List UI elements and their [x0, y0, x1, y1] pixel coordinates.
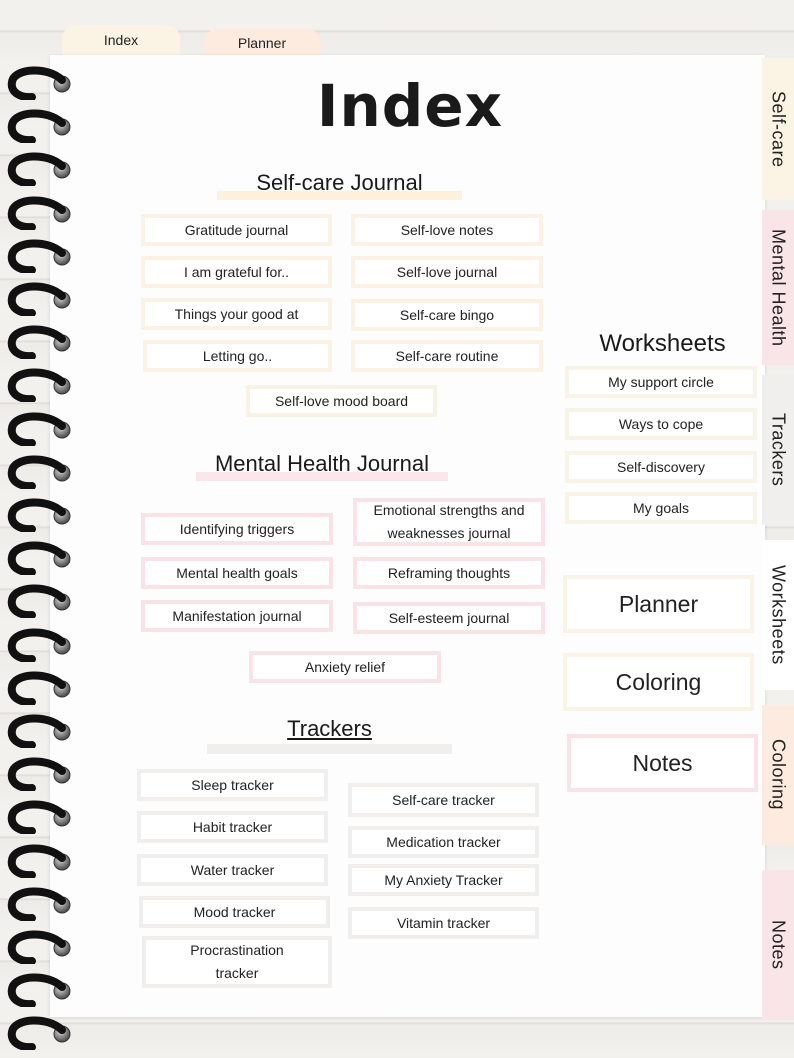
link-mood-tracker[interactable]: Mood tracker [139, 896, 330, 928]
trackers-heading [207, 716, 452, 742]
spiral-ring [4, 64, 72, 100]
link-things-your-good-at[interactable]: Things your good at [141, 298, 332, 330]
spiral-ring [4, 928, 72, 964]
link-identifying-triggers[interactable]: Identifying triggers [141, 513, 333, 545]
link-self-love-mood-board[interactable]: Self-love mood board [246, 385, 437, 417]
spiral-ring [4, 755, 72, 791]
spiral-ring [4, 669, 72, 705]
trackers-heading-text: Trackers [287, 716, 372, 741]
link-self-esteem-journal[interactable]: Self-esteem journal [353, 602, 545, 634]
mental-health-heading [196, 451, 448, 477]
side-tab-trackers[interactable] [762, 375, 794, 525]
link-self-care-tracker[interactable]: Self-care tracker [348, 783, 539, 817]
side-tab-mental-health[interactable] [762, 210, 794, 365]
side-tab-label: Worksheets [768, 565, 789, 665]
side-tab-label: Coloring [768, 739, 789, 811]
link-mental-health-goals[interactable]: Mental health goals [141, 557, 333, 589]
side-tab-label: Notes [768, 920, 789, 970]
spiral-ring [4, 496, 72, 532]
link-planner[interactable]: Planner [563, 575, 754, 633]
side-tab-self-care[interactable] [762, 58, 794, 200]
spiral-ring [4, 410, 72, 446]
link-my-support-circle[interactable]: My support circle [565, 366, 757, 398]
self-care-heading-text: Self-care Journal [256, 170, 423, 195]
link-self-love-notes[interactable]: Self-love notes [351, 214, 543, 246]
spiral-ring [4, 194, 72, 230]
side-tab-label: Self-care [768, 90, 789, 168]
mental-health-heading-text: Mental Health Journal [214, 451, 429, 476]
side-tab-coloring[interactable] [762, 705, 794, 845]
spiral-ring [4, 798, 72, 834]
spiral-ring [4, 885, 72, 921]
link-emotional-strengths-journal[interactable]: Emotional strengths and weaknesses journal [353, 498, 545, 546]
side-tab-label: Mental Health [768, 228, 789, 347]
spiral-ring [4, 150, 72, 186]
spiral-ring [4, 1014, 72, 1050]
spiral-ring [4, 237, 72, 273]
page-title: Index [316, 72, 504, 140]
link-gratitude-journal[interactable]: Gratitude journal [141, 214, 332, 246]
side-tab-notes[interactable] [762, 870, 794, 1020]
link-letting-go[interactable]: Letting go.. [143, 340, 332, 372]
spiral-ring [4, 539, 72, 575]
link-anxiety-relief[interactable]: Anxiety relief [249, 651, 441, 683]
link-reframing-thoughts[interactable]: Reframing thoughts [353, 557, 545, 589]
side-tab-worksheets[interactable] [762, 540, 794, 690]
link-manifestation-journal[interactable]: Manifestation journal [141, 600, 333, 632]
top-tab-planner[interactable]: Planner [203, 29, 321, 65]
link-vitamin-tracker[interactable]: Vitamin tracker [348, 907, 539, 939]
link-self-discovery[interactable]: Self-discovery [565, 451, 757, 483]
self-care-heading [217, 170, 462, 196]
link-i-am-grateful-for[interactable]: I am grateful for.. [141, 256, 332, 288]
spiral-ring [4, 453, 72, 489]
link-self-love-journal[interactable]: Self-love journal [351, 256, 543, 288]
link-self-care-bingo[interactable]: Self-care bingo [351, 299, 543, 331]
link-self-care-routine[interactable]: Self-care routine [351, 340, 543, 372]
spiral-ring [4, 280, 72, 316]
worksheets-heading-text: Worksheets [599, 330, 726, 357]
spiral-ring [4, 712, 72, 748]
link-ways-to-cope[interactable]: Ways to cope [565, 408, 757, 440]
top-tab-index[interactable]: Index [62, 25, 180, 61]
link-coloring[interactable]: Coloring [563, 653, 754, 711]
link-my-goals[interactable]: My goals [565, 492, 757, 524]
link-my-anxiety-tracker[interactable]: My Anxiety Tracker [348, 864, 539, 896]
link-notes[interactable]: Notes [567, 734, 758, 792]
spiral-ring [4, 107, 72, 143]
link-procrastination-tracker[interactable]: Procrastination tracker [142, 936, 332, 988]
spiral-ring [4, 582, 72, 618]
link-medication-tracker[interactable]: Medication tracker [348, 826, 539, 858]
link-habit-tracker[interactable]: Habit tracker [137, 811, 328, 843]
spiral-ring [4, 323, 72, 359]
spiral-ring [4, 366, 72, 402]
spiral-ring [4, 842, 72, 878]
worksheets-heading [580, 330, 745, 358]
link-sleep-tracker[interactable]: Sleep tracker [137, 769, 328, 801]
spiral-ring [4, 971, 72, 1007]
link-water-tracker[interactable]: Water tracker [137, 854, 328, 886]
spiral-ring [4, 626, 72, 662]
side-tab-label: Trackers [768, 413, 789, 487]
